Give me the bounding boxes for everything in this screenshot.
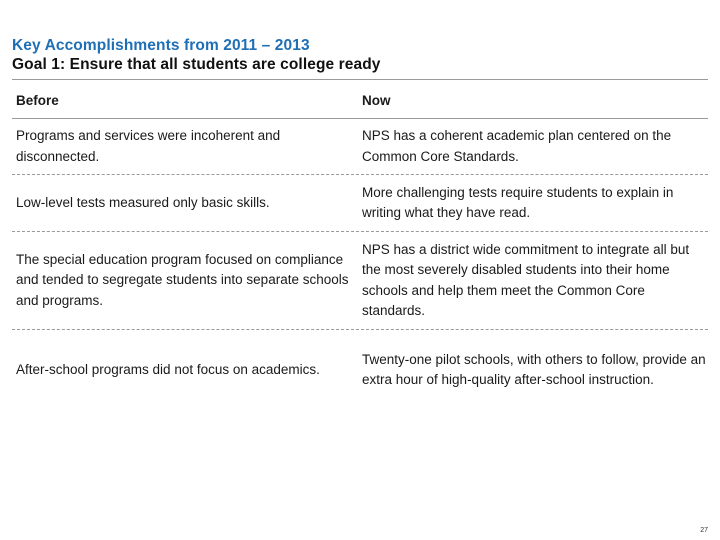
before-cell: Low-level tests measured only basic skills. bbox=[16, 194, 270, 210]
now-cell: NPS has a coherent academic plan centered on the Common Core Standards. bbox=[362, 128, 672, 164]
now-cell: More challenging tests require students to explain in writing what they have read. bbox=[362, 184, 674, 220]
now-cell: NPS has a district wide commitment to integrate all but the most severely disabled students into their home schools and help them meet the Common Core standards. bbox=[362, 241, 690, 318]
slide-subtitle: Goal 1: Ensure that all students are college ready bbox=[12, 56, 381, 73]
table-row bbox=[12, 175, 708, 232]
table-row bbox=[12, 232, 708, 330]
header-divider bbox=[12, 79, 708, 80]
table-row bbox=[12, 119, 708, 175]
column-header-now: Now bbox=[362, 92, 391, 108]
before-cell: The special education program focused on compliance and tended to segregate students into separate schools and programs. bbox=[16, 251, 349, 308]
table-header-row bbox=[12, 84, 708, 119]
comparison-table bbox=[12, 84, 708, 410]
slide-header bbox=[12, 36, 708, 74]
now-cell: Twenty-one pilot schools, with others to follow, provide an extra hour of high-quality after-school instruction. bbox=[362, 351, 706, 387]
table-row bbox=[12, 330, 708, 410]
column-header-before: Before bbox=[16, 92, 59, 108]
before-cell: After-school programs did not focus on academics. bbox=[16, 361, 320, 377]
page-number: 27 bbox=[700, 527, 708, 534]
before-cell: Programs and services were incoherent and disconnected. bbox=[16, 128, 281, 164]
slide-title: Key Accomplishments from 2011 – 2013 bbox=[12, 37, 310, 54]
